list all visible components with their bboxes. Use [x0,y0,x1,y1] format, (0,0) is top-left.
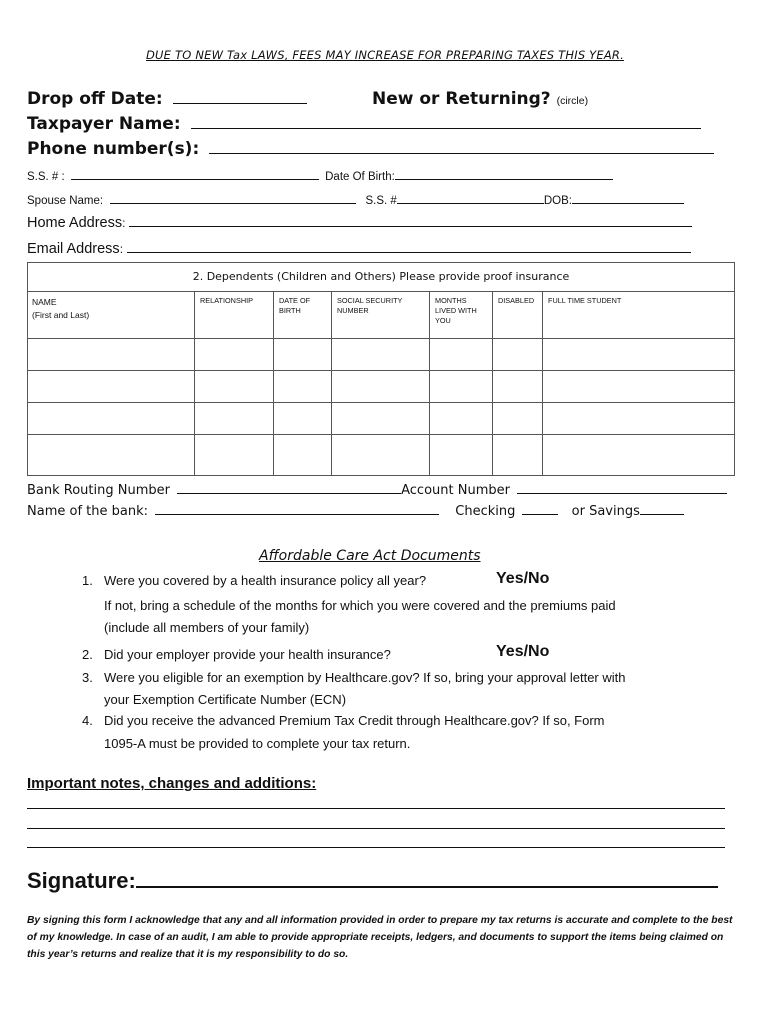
cell[interactable] [28,371,195,403]
table-row [28,435,735,476]
cell[interactable] [430,339,493,371]
taxpayer-name-field[interactable] [191,114,701,129]
dependents-title: 2. Dependents (Children and Others) Please provide proof insurance [28,263,735,292]
cell[interactable] [493,403,543,435]
cell[interactable] [274,435,332,476]
signature-label: Signature: [27,868,136,893]
spouse-ss-field[interactable] [397,192,544,204]
drop-off-label: Drop off Date: [27,89,163,109]
checking-label: Checking [455,504,516,519]
cell[interactable] [332,339,430,371]
cell[interactable] [195,435,274,476]
cell[interactable] [28,339,195,371]
cell[interactable] [332,403,430,435]
col-ssn: SOCIAL SECURITY NUMBER [332,292,430,339]
aca-question-3: 3. Were you eligible for an exemption by Healthcare.gov? If so, bring your approval letter with [82,670,626,685]
table-row [28,339,735,371]
ss-field[interactable] [71,168,319,180]
home-address-row: Home Address: [27,214,692,231]
table-row [28,371,735,403]
returning-row [372,89,588,109]
taxpayer-row [27,114,701,134]
returning-hint: (circle) [556,95,589,107]
ss-label: S.S. # : [27,171,65,183]
checking-field[interactable] [522,503,558,515]
aca-question-1-line-3: (include all members of your family) [104,620,310,635]
spouse-dob-field[interactable] [572,192,684,204]
notes-line-2[interactable] [27,828,725,829]
cell[interactable] [28,435,195,476]
aca-question-1-line-2: If not, bring a schedule of the months for which you were covered and the premiums paid [104,598,616,613]
bank-name-label: Name of the bank: [27,504,148,519]
spouse-dob-label: DOB: [543,195,572,207]
dob-field[interactable] [395,168,613,180]
cell[interactable] [543,435,735,476]
bank-name-row [27,503,684,519]
drop-off-date-field[interactable] [173,89,307,104]
aca-question-4-line-2: 1095-A must be provided to complete your tax return. [104,736,411,751]
cell[interactable] [430,371,493,403]
col-date-of-birth: DATE OF BIRTH [274,292,332,339]
email-label: Email Address [27,241,120,257]
cell[interactable] [543,371,735,403]
signature-field[interactable] [136,866,718,888]
cell[interactable] [195,339,274,371]
account-label: Account Number [401,483,510,498]
aca-answer-2[interactable]: Yes/No [496,643,550,660]
savings-label: or Savings [571,504,640,519]
cell[interactable] [274,371,332,403]
aca-answer-1[interactable]: Yes/No [496,570,550,587]
taxpayer-label: Taxpayer Name: [27,114,181,134]
home-address-label: Home Address [27,215,123,231]
col-disabled: DISABLED [493,292,543,339]
cell[interactable] [274,339,332,371]
notes-title: Important notes, changes and additions: [27,775,317,792]
cell[interactable] [493,435,543,476]
cell[interactable] [332,435,430,476]
table-row [28,403,735,435]
dependents-table [27,262,735,476]
spouse-ss-label: S.S. # [365,195,397,207]
col-name: NAME (First and Last) [28,292,195,339]
aca-question-4: 4. Did you receive the advanced Premium Tax Credit through Healthcare.gov? If so, Form [82,713,605,728]
phone-label: Phone number(s): [27,139,200,159]
notes-line-3[interactable] [27,847,725,848]
phone-field[interactable] [209,139,714,154]
ss-row [27,168,613,183]
fee-notice: DUE TO NEW Tax LAWS, FEES MAY INCREASE FOR PREPARING TAXES THIS YEAR. [146,48,624,62]
aca-question-3-line-2: your Exemption Certificate Number (ECN) [104,692,347,707]
col-full-time-student: FULL TIME STUDENT [543,292,735,339]
bank-name-field[interactable] [155,503,439,515]
returning-label: New or Returning? [372,89,551,109]
cell[interactable] [332,371,430,403]
cell[interactable] [543,339,735,371]
cell[interactable] [493,371,543,403]
bank-routing-row [27,482,727,498]
routing-label: Bank Routing Number [27,483,170,498]
cell[interactable] [195,403,274,435]
aca-question-1: 1. Were you covered by a health insurance policy all year? [82,573,427,588]
cell[interactable] [493,339,543,371]
routing-number-field[interactable] [177,482,401,494]
aca-question-2: 2. Did your employer provide your health insurance? [82,647,391,662]
cell[interactable] [543,403,735,435]
phone-row [27,139,714,159]
cell[interactable] [28,403,195,435]
drop-off-row [27,89,307,109]
cell[interactable] [195,371,274,403]
email-field[interactable] [127,240,691,253]
account-number-field[interactable] [517,482,727,494]
spouse-label: Spouse Name: [27,195,104,207]
cell[interactable] [430,403,493,435]
signature-disclaimer: By signing this form I acknowledge that any and all information provided in order to prepare my tax returns is accurate and complete to the best of my knowledge. In case of an audit, I am able to provide appropriate receipts, ledgers, and documents to support the items being claimed on this year’s returns and realize that it is my responsibility to do so. [27,915,733,960]
dob-label: Date Of Birth: [325,171,395,183]
col-relationship: RELATIONSHIP [195,292,274,339]
col-months-lived: MONTHS LIVED WITH YOU [430,292,493,339]
notes-line-1[interactable] [27,808,725,809]
spouse-row [27,192,684,207]
home-address-field[interactable] [129,214,692,227]
cell[interactable] [274,403,332,435]
aca-title: Affordable Care Act Documents [259,548,481,564]
signature-row [27,866,718,894]
dependents-header-row [28,292,735,339]
savings-field[interactable] [640,503,684,515]
spouse-name-field[interactable] [110,192,356,204]
cell[interactable] [430,435,493,476]
email-row: Email Address: [27,240,691,257]
